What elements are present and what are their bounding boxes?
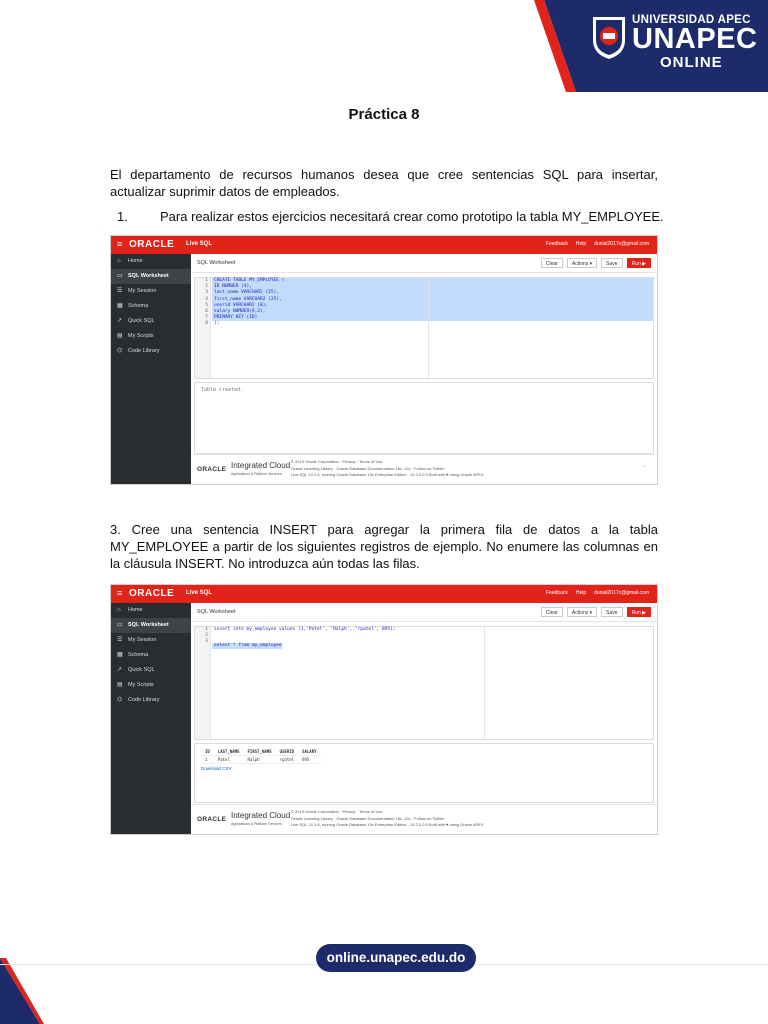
footer-meta <box>291 459 484 479</box>
code-line: select * from my_employee <box>214 643 282 649</box>
unapec-crest-icon <box>590 14 628 60</box>
feedback-link[interactable]: Feedback <box>545 241 568 247</box>
code-line: ); <box>214 321 220 327</box>
sidebar-item-sql-worksheet[interactable] <box>111 269 191 284</box>
code-line: CREATE TABLE MY_EMPLOYEE ( <box>212 278 653 284</box>
schema-icon: ▦ <box>117 652 123 658</box>
footer-integrated-sub: Applications & Platform Services <box>231 472 282 476</box>
intro-paragraph: El departamento de recursos humanos desea que cree sentencias SQL para insertar, actualizar suprimir datos de empleados. <box>110 167 658 199</box>
product-name: Live SQL <box>186 590 213 596</box>
table-cell: 1 <box>201 756 214 764</box>
sidebar-item-my-session[interactable] <box>111 284 191 299</box>
sidebar <box>111 603 191 834</box>
result-table <box>201 748 321 764</box>
logo-online-text: ONLINE <box>660 54 723 71</box>
help-link[interactable]: Help <box>575 590 587 596</box>
sidebar-item-code-library[interactable] <box>111 344 191 359</box>
download-csv-link[interactable]: Download CSV <box>201 766 232 771</box>
footer-meta <box>291 809 484 829</box>
sidebar-item-label: SQL Worksheet <box>128 622 169 628</box>
result-pane <box>194 382 654 454</box>
footer-line-1[interactable]: © 2019 Oracle Corporation · Privacy · Terms of Use <box>291 809 383 814</box>
line-number: 2 <box>205 284 208 290</box>
library-icon: ⌬ <box>117 348 123 354</box>
sidebar-item-home[interactable] <box>111 254 191 269</box>
document-title: Práctica 8 <box>348 106 420 123</box>
schema-icon: ▦ <box>117 303 123 309</box>
run-button[interactable]: Run ▶ <box>627 607 651 617</box>
scripts-icon: ▤ <box>117 333 123 339</box>
table-row <box>201 756 321 764</box>
footer-oracle-logo: ORACLE <box>197 816 227 823</box>
column-header: LAST_NAME <box>214 748 244 756</box>
actions-button[interactable]: Actions ▾ <box>567 258 597 268</box>
step1-number: 1. <box>117 209 128 224</box>
sql-editor[interactable] <box>194 626 654 740</box>
app-topbar <box>111 585 657 603</box>
footer-line-3: Live SQL 19.1.6, running Oracle Database 19c Enterprise Edition - 19.2.0.0.0 Built with ♥ using Oracle APEX <box>291 822 484 827</box>
worksheet-title: SQL Worksheet <box>197 260 236 266</box>
line-number: 1 <box>205 627 208 632</box>
sidebar-item-home[interactable] <box>111 603 191 618</box>
feedback-link[interactable]: Feedback <box>545 590 568 596</box>
scroll-top-icon[interactable]: ⌃ <box>641 466 647 472</box>
sidebar-item-quick-sql[interactable] <box>111 663 191 678</box>
line-number: 4 <box>205 296 208 302</box>
user-menu[interactable]: dunial2017c@gmail.com <box>594 590 649 596</box>
code-line: insert into my_employee values (1,'Patel', 'Ralph', 'rpatel', 895); <box>214 627 396 632</box>
actions-button[interactable]: Actions ▾ <box>567 607 597 617</box>
result-message: Table created. <box>201 387 244 393</box>
worksheet-main <box>191 254 657 484</box>
table-cell: 895 <box>298 756 320 764</box>
result-pane <box>194 743 654 803</box>
line-number: 3 <box>205 290 208 296</box>
code-area <box>212 627 653 739</box>
worksheet-title: SQL Worksheet <box>197 609 236 615</box>
sidebar-item-label: Schema <box>128 303 149 309</box>
sql-editor[interactable] <box>194 277 654 379</box>
oracle-footer <box>191 804 657 834</box>
app-topbar <box>111 236 657 254</box>
editor-divider <box>484 627 485 739</box>
screenshot-create-table <box>110 235 658 485</box>
footer-line-2[interactable]: Oracle Learning Library · Oracle Database Documentation 18c, 12c · Follow on Twitter <box>291 465 445 471</box>
step3-paragraph: 3. Cree una sentencia INSERT para agregar la primera fila de datos a la tabla MY_EMPLOYEE a partir de los siguientes registros de ejemplo. No enumere las columnas en la cláusula INSERT. No introduzca aún todas las filas. <box>110 522 658 571</box>
line-number: 5 <box>205 302 208 308</box>
line-number: 3 <box>205 639 208 645</box>
column-header: ID <box>201 748 214 756</box>
line-number: 6 <box>205 309 208 315</box>
footer-line-1[interactable]: © 2019 Oracle Corporation · Privacy · Terms of Use <box>291 459 383 464</box>
table-cell: Patel <box>214 756 244 764</box>
worksheet-icon: ▭ <box>117 622 123 628</box>
scripts-icon: ▤ <box>117 682 123 688</box>
session-icon: ☰ <box>117 288 123 294</box>
line-gutter <box>195 627 211 739</box>
worksheet-icon: ▭ <box>117 273 123 279</box>
sidebar-item-label: SQL Worksheet <box>128 273 169 279</box>
table-header-row <box>201 748 321 756</box>
sidebar-item-label: Code Library <box>128 348 160 354</box>
column-header: SALARY <box>298 748 320 756</box>
website-badge[interactable]: online.unapec.edu.do <box>316 944 476 972</box>
line-number: 7 <box>205 315 208 321</box>
menu-icon[interactable]: ≡ <box>117 588 123 598</box>
code-line: last_name VARCHAR2 (25), <box>212 290 653 296</box>
sidebar-item-label: My Scripts <box>128 682 154 688</box>
footer-line-3: Live SQL 19.1.6, running Oracle Database 19c Enterprise Edition - 19.2.0.0.0 Built with ♥ using Oracle APEX <box>291 472 484 477</box>
logo-unapec-text: UNAPEC <box>632 23 758 55</box>
sidebar-item-label: Quick SQL <box>128 667 155 673</box>
sidebar <box>111 254 191 484</box>
line-number: 1 <box>205 278 208 283</box>
home-icon: ⌂ <box>117 258 121 264</box>
oracle-logo: ORACLE <box>129 588 175 599</box>
line-number: 8 <box>205 321 208 327</box>
worksheet-main <box>191 603 657 834</box>
code-line: ID NUMBER (4), <box>212 284 653 290</box>
screenshot-insert-row <box>110 584 658 835</box>
home-icon: ⌂ <box>117 607 121 613</box>
session-icon: ☰ <box>117 637 123 643</box>
sidebar-item-label: Code Library <box>128 697 160 703</box>
code-line: PRIMARY KEY (ID) <box>212 315 653 321</box>
clear-button[interactable]: Clear <box>541 607 563 617</box>
sidebar-item-code-library[interactable] <box>111 693 191 708</box>
user-menu[interactable]: dunial2017c@gmail.com <box>594 241 649 247</box>
code-area <box>212 278 653 378</box>
save-button[interactable]: Save <box>601 258 622 268</box>
product-name: Live SQL <box>186 241 213 247</box>
sidebar-item-my-scripts[interactable] <box>111 678 191 693</box>
worksheet-toolbar <box>191 254 657 273</box>
column-header: USERID <box>276 748 298 756</box>
table-cell: rpatel <box>276 756 298 764</box>
sidebar-item-label: Quick SQL <box>128 318 155 324</box>
sidebar-item-quick-sql[interactable] <box>111 314 191 329</box>
quicksql-icon: ↗ <box>117 667 123 673</box>
sidebar-item-schema[interactable] <box>111 648 191 663</box>
code-line: salary NUMBER(9,2), <box>212 309 653 315</box>
editor-divider <box>428 278 429 378</box>
sidebar-item-label: Schema <box>128 652 149 658</box>
worksheet-toolbar <box>191 603 657 622</box>
code-line: userid VARCHAR2 (8), <box>212 303 653 309</box>
sidebar-item-sql-worksheet[interactable] <box>111 618 191 633</box>
sidebar-item-label: Home <box>128 258 143 264</box>
sidebar-item-schema[interactable] <box>111 299 191 314</box>
sidebar-item-label: My Session <box>128 288 157 294</box>
footer-integrated-cloud: Integrated Cloud <box>231 811 291 820</box>
footer-integrated-cloud: Integrated Cloud <box>231 461 291 470</box>
sidebar-item-my-session[interactable] <box>111 633 191 648</box>
oracle-footer <box>191 454 657 484</box>
footer-line-2[interactable]: Oracle Learning Library · Oracle Database Documentation 18c, 12c · Follow on Twitter <box>291 815 445 821</box>
column-header: FIRST_NAME <box>244 748 276 756</box>
footer-oracle-logo: ORACLE <box>197 466 227 473</box>
oracle-logo: ORACLE <box>129 239 175 250</box>
save-button[interactable]: Save <box>601 607 622 617</box>
line-gutter <box>195 278 211 378</box>
library-icon: ⌬ <box>117 697 123 703</box>
footer-integrated-sub: Applications & Platform Services <box>231 822 282 826</box>
table-cell: Ralph <box>244 756 276 764</box>
clear-button[interactable]: Clear <box>541 258 563 268</box>
sidebar-item-my-scripts[interactable] <box>111 329 191 344</box>
logo-universidad-text: UNIVERSIDAD APEC <box>632 14 751 26</box>
sidebar-item-label: Home <box>128 607 143 613</box>
help-link[interactable]: Help <box>575 241 587 247</box>
sidebar-item-label: My Session <box>128 637 157 643</box>
step1-text: Para realizar estos ejercicios necesitará crear como prototipo la tabla MY_EMPLOYEE. <box>160 209 664 224</box>
code-line: first_name VARCHAR2 (25), <box>212 297 653 303</box>
quicksql-icon: ↗ <box>117 318 123 324</box>
sidebar-item-label: My Scripts <box>128 333 154 339</box>
footer-decoration <box>0 928 768 1024</box>
menu-icon[interactable]: ≡ <box>117 239 123 249</box>
run-button[interactable]: Run ▶ <box>627 258 651 268</box>
line-number: 2 <box>205 633 208 639</box>
